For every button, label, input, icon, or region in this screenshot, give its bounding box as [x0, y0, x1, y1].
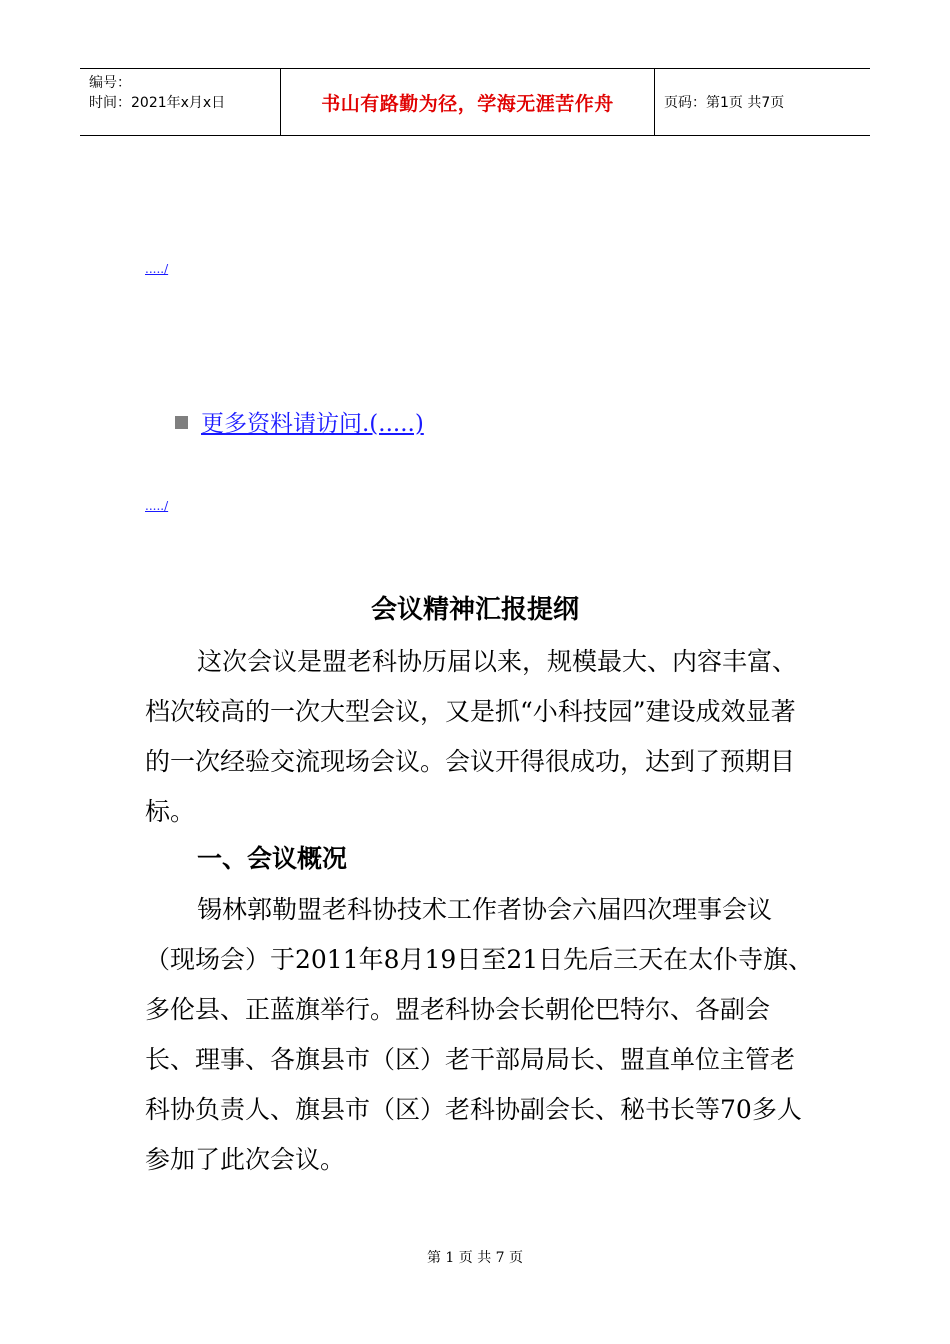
header-time-label: 时间：2021年x月x日 — [89, 95, 226, 111]
header-table — [80, 68, 870, 136]
more-info-link[interactable]: 更多资料请访问.(.....) — [201, 411, 424, 437]
small-link-top[interactable]: ...../ — [145, 262, 169, 276]
header-meta-cell — [80, 69, 281, 135]
section-heading-overview: 一、会议概况 — [197, 844, 348, 873]
document-title: 会议精神汇报提纲 — [370, 595, 579, 625]
header-page-info: 页码：第1页 共7页 — [664, 95, 785, 111]
square-bullet-icon — [175, 416, 188, 429]
more-info-line — [175, 405, 424, 438]
overview-paragraph: 锡林郭勒盟老科协技术工作者协会六届四次理事会议（现场会）于2011年8月19日至21日先后三天在太仆寺旗、多伦县、正蓝旗举行。盟老科协会长朝伦巴特尔、各副会长、理事、各旗县市（区）老干部局局长、盟直单位主管老科协负责人、旗县市（区）老科协副会长、秘书长等70多人参加了此次会议。 — [145, 895, 814, 1174]
header-number-label: 编号： — [89, 75, 131, 91]
intro-paragraph: 这次会议是盟老科协历届以来，规模最大、内容丰富、档次较高的一次大型会议，又是抓“小科技园”建设成效显著的一次经验交流现场会议。会议开得很成功，达到了预期目标。 — [145, 647, 798, 826]
small-link-bottom[interactable]: ...../ — [145, 499, 169, 513]
header-motto: 书山有路勤为径，学海无涯苦作舟 — [281, 69, 655, 135]
page-footer: 第 1 页 共 7 页 — [426, 1250, 524, 1266]
